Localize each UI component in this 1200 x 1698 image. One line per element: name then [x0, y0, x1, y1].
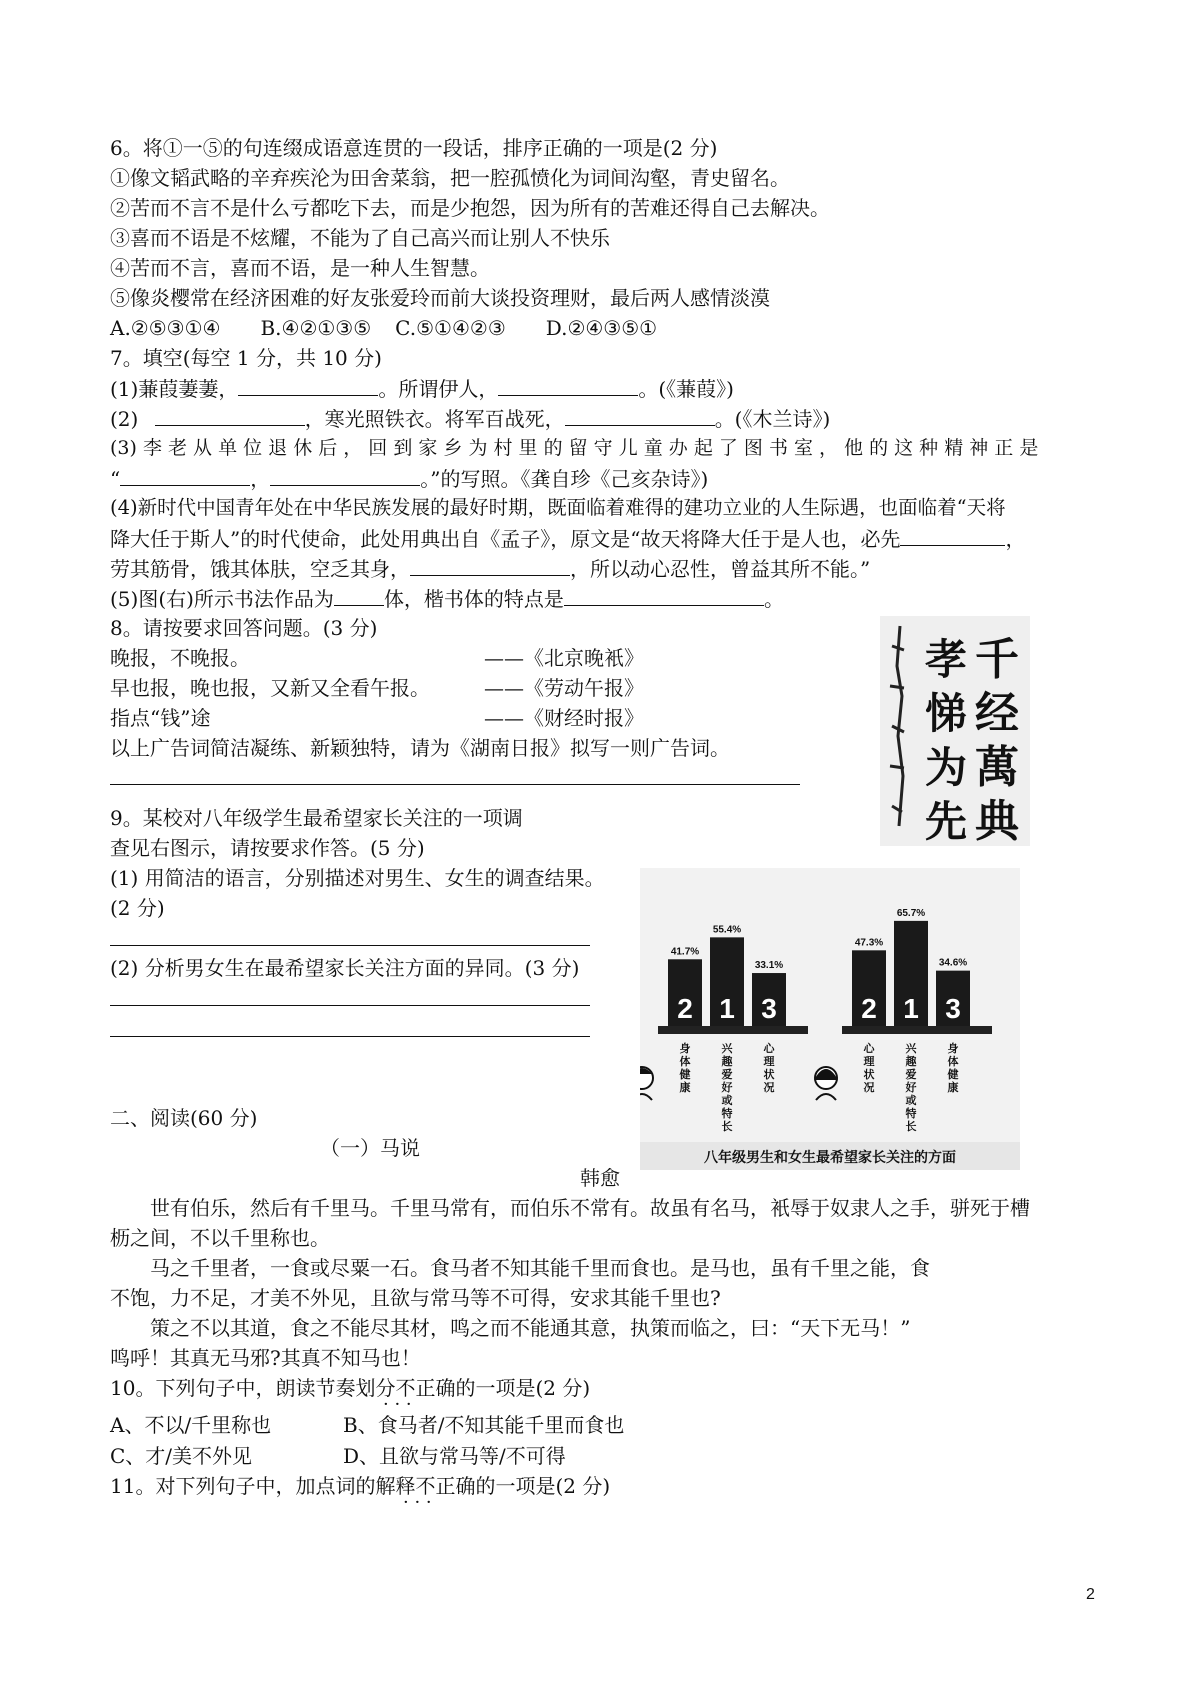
q6-sentence-4: ④苦而不言，喜而不语，是一种人生智慧。 — [110, 256, 490, 280]
chart-category-label: 爱 — [721, 1068, 733, 1081]
chart-category-label: 好 — [721, 1081, 733, 1094]
q10-option-a[interactable]: A、不以/千里称也 — [110, 1413, 272, 1437]
chart-category-label: 康 — [947, 1081, 959, 1094]
chart-category-label: 体 — [947, 1055, 959, 1068]
q9-sub-1: (1) 用简洁的语言，分别描述对男生、女生的调查结果。 — [110, 866, 605, 890]
q8-answer-line[interactable] — [110, 784, 800, 785]
q7-line-4c — [110, 553, 870, 584]
calligraphy-char-3: 萬 — [975, 742, 1019, 793]
chart-category-label: 好 — [905, 1081, 917, 1094]
q7-1-text-c: 。(《蒹葭》) — [638, 377, 734, 401]
q8-ad-3-source: ——《财经时报》 — [484, 706, 644, 730]
q9-stem-1: 9。某校对八年级学生最希望家长关注的一项调 — [110, 806, 523, 830]
q10-option-b[interactable]: B、食马者/不知其能千里而食也 — [343, 1413, 625, 1437]
chart-category-label: 况 — [863, 1081, 875, 1094]
reading-p2-line-2: 不饱，力不足，才美不外见，且欲与常马等不可得，安求其能千里也? — [110, 1286, 721, 1310]
chart-category-label: 或 — [905, 1094, 917, 1107]
chart-category-label: 长 — [721, 1120, 733, 1133]
page-number: 2 — [1086, 1586, 1095, 1603]
q9-sub-2: (2) 分析男女生在最希望家长关注方面的异同。(3 分) — [110, 956, 580, 980]
chart-category-label: 兴 — [721, 1042, 733, 1055]
calligraphy-char-5: 孝 — [925, 635, 968, 684]
calligraphy-char-1: 千 — [975, 634, 1019, 685]
q7-line-2 — [110, 403, 830, 434]
q7-3-quote-open: “ — [110, 467, 121, 491]
calligraphy-drawing — [880, 616, 1030, 846]
chart-category-label: 心 — [763, 1042, 775, 1055]
q9-sub-1-score: (2 分) — [110, 896, 165, 920]
chart-category-label: 理 — [763, 1055, 775, 1068]
reading-p2-line-1: 马之千里者，一食或尽粟一石。食马者不知其能千里而食也。是马也，虽有千里之能，食 — [150, 1256, 930, 1280]
chart-category-label: 康 — [679, 1081, 691, 1094]
chart-category-label: 况 — [763, 1081, 775, 1094]
chart-category-label: 趣 — [721, 1055, 733, 1068]
q7-5-text-b: 体，楷书体的特点是 — [383, 587, 564, 611]
q6-options — [110, 313, 657, 343]
chart-data-label: 41.7% — [670, 946, 700, 958]
q7-4-text-b: 降大任于斯人”的时代使命，此处用典出自《孟子》，原文是“故天将降大任于是人也，必先 — [110, 527, 901, 551]
chart-bar-rank: 2 — [677, 993, 693, 1024]
calligraphy-char-8: 先 — [925, 797, 968, 846]
q6-sentence-2: ②苦而不言不是什么亏都吃下去，而是少抱怨，因为所有的苦难还得自己去解决。 — [110, 196, 830, 220]
chart-base-2 — [842, 1026, 992, 1034]
q7-1-text-b: 。所谓伊人， — [378, 377, 499, 401]
q10-stem: 10。下列句子中，朗读节奏划分不正确的一项是(2 分) — [110, 1376, 591, 1400]
q7-stem: 7。填空(每空 1 分，共 10 分) — [110, 346, 382, 370]
q6-sentence-3: ③喜而不语是不炫耀，不能为了自己高兴而让别人不快乐 — [110, 226, 610, 250]
chart-data-label: 34.6% — [938, 957, 968, 969]
q7-line-3b — [110, 463, 708, 494]
q7-2-text-b: ，寒光照铁衣。将军百战死， — [304, 407, 565, 431]
q7-line-3: (3) 李 老 从 单 位 退 休 后 ， 回 到 家 乡 为 村 里 的 留 守 儿 童 办 起 了 图 书 室 ， 他 的 这 种 精 神 正 是 — [110, 437, 1039, 459]
q9-answer-line-3[interactable] — [110, 1036, 590, 1037]
chart-bar-rank: 1 — [719, 993, 735, 1024]
q7-5-blank-2[interactable] — [564, 583, 764, 606]
chart-data-label: 55.4% — [712, 924, 742, 936]
q7-5-text-a: (5)图(右)所示书法作品为 — [110, 587, 334, 611]
reading-p3-line-2: 鸣呼！其真无马邪?其真不知马也！ — [110, 1346, 421, 1370]
chart-category-label: 特 — [721, 1107, 733, 1120]
q7-4-comma: ， — [1005, 527, 1026, 551]
chart-category-label: 状 — [863, 1068, 875, 1081]
calligraphy-image — [880, 616, 1030, 846]
chart-category-label: 兴 — [905, 1042, 917, 1055]
q7-5-blank-1[interactable] — [334, 583, 384, 606]
q10-option-d[interactable]: D、且欲与常马等/不可得 — [343, 1444, 566, 1468]
q8-ad-1-text: 晚报，不晚报。 — [110, 646, 250, 670]
q7-5-text-c: 。 — [763, 587, 784, 611]
chart-category-label: 健 — [679, 1068, 691, 1081]
reading-p3-line-1: 策之不以其道，食之不能尽其材，鸣之而不能通其意，执策而临之，曰：“天下无马！” — [150, 1316, 911, 1340]
chart-category-label: 健 — [947, 1068, 959, 1081]
q7-3-comma: ， — [250, 467, 271, 491]
chart-category-label: 身 — [947, 1042, 959, 1055]
q6-stem: 6。将①一⑤的句连缀成语意连贯的一段话，排序正确的一项是(2 分) — [110, 136, 718, 160]
q7-1-blank-1[interactable] — [238, 373, 378, 396]
q7-line-4b — [110, 523, 1025, 554]
q9-answer-line-1[interactable] — [110, 945, 590, 946]
chart-category-label: 心 — [863, 1042, 875, 1055]
chart-bar-rank: 2 — [861, 993, 877, 1024]
q7-line-5 — [110, 583, 784, 614]
chart-bar-rank: 1 — [903, 993, 919, 1024]
q6-sentence-5: ⑤像炎樱常在经济困难的好友张爱玲而前大谈投资理财，最后两人感情淡漠 — [110, 286, 770, 310]
q7-line-4: (4)新时代中国青年处在中华民族发展的最好时期，既面临着难得的建功立业的人生际遇，也面临着“天将 — [110, 496, 1006, 519]
q8-ad-1 — [110, 643, 250, 673]
q7-2-text-c: 。(《木兰诗》) — [714, 407, 831, 431]
survey-chart — [640, 868, 1020, 1170]
chart-base-1 — [658, 1026, 808, 1034]
q6-option-b[interactable]: B.④②①③⑤ — [260, 316, 372, 340]
q6-sentence-1: ①像文韬武略的辛弃疾沦为田舍菜翁，把一腔孤愤化为词间沟壑，青史留名。 — [110, 166, 790, 190]
reading-part-title: （一）马说 — [320, 1136, 420, 1160]
q7-3-text-end: 。”的写照。《龚自珍《己亥杂诗》) — [420, 467, 709, 491]
chart-category-label: 趣 — [905, 1055, 917, 1068]
q8-ad-1-source: ——《北京晚衹》 — [484, 646, 644, 670]
reading-section-title: 二、阅读(60 分) — [110, 1106, 258, 1130]
q7-2-text-a: (2) — [110, 407, 145, 431]
q6-option-d[interactable]: D.②④③⑤① — [545, 316, 658, 340]
q8-ad-3-text: 指点“钱”途 — [110, 706, 211, 730]
calligraphy-char-6: 悌 — [925, 689, 968, 738]
q8-ad-3 — [110, 703, 210, 733]
chart-category-label: 或 — [721, 1094, 733, 1107]
chart-bar-rank: 3 — [761, 993, 777, 1024]
q7-4-text-c: 劳其筋骨，饿其体肤，空乏其身， — [110, 557, 410, 581]
q8-task: 以上广告词简洁凝练、新颖独特，请为《湖南日报》拟写一则广告词。 — [110, 736, 730, 760]
q8-ad-2 — [110, 673, 430, 703]
q6-option-c[interactable]: C.⑤①④②③ — [395, 316, 506, 340]
chart-category-label: 爱 — [905, 1068, 917, 1081]
calligraphy-char-2: 经 — [975, 688, 1019, 739]
q7-3-blank-2[interactable] — [270, 463, 420, 486]
chart-category-label: 体 — [679, 1055, 691, 1068]
q7-2-blank-2[interactable] — [565, 403, 715, 426]
q8-ad-2-text: 早也报，晚也报，又新又全看午报。 — [110, 676, 430, 700]
q9-stem-2: 查见右图示，请按要求作答。(5 分) — [110, 836, 425, 860]
chart-data-label: 47.3% — [854, 937, 884, 949]
q7-1-blank-2[interactable] — [498, 373, 638, 396]
q7-1-text-a: (1)蒹葭萋萋， — [110, 377, 239, 401]
q7-3-blank-1[interactable] — [120, 463, 250, 486]
q8-stem: 8。请按要求回答问题。(3 分) — [110, 616, 378, 640]
calligraphy-char-4: 典 — [975, 796, 1019, 846]
survey-chart-svg — [640, 868, 1020, 1170]
chart-category-label: 特 — [905, 1107, 917, 1120]
q7-line-1 — [110, 373, 734, 404]
q7-4-blank-1[interactable] — [900, 523, 1005, 546]
q11-emphasis-dots: · · · — [403, 1492, 432, 1513]
q10-option-c[interactable]: C、才/美不外见 — [110, 1444, 253, 1468]
reading-p1-line-1: 世有伯乐，然后有千里马。千里马常有，而伯乐不常有。故虽有名马，衹辱于奴隶人之手，骈死于槽 — [150, 1196, 1030, 1220]
chart-category-label: 长 — [905, 1120, 917, 1133]
chart-data-label: 65.7% — [896, 907, 926, 919]
reading-p1-line-2: 枥之间，不以千里称也。 — [110, 1226, 330, 1250]
q7-4-blank-2[interactable] — [410, 553, 570, 576]
chart-category-label: 身 — [679, 1042, 691, 1055]
q7-2-blank-1[interactable] — [155, 403, 305, 426]
chart-category-label: 理 — [863, 1055, 875, 1068]
chart-title: 八年级男生和女生最希望家长关注的方面 — [704, 1150, 956, 1166]
chart-bar-rank: 3 — [945, 993, 961, 1024]
q6-option-a[interactable]: A.②⑤③①④ — [110, 316, 221, 340]
q10-emphasis-dots: · · · — [383, 1394, 412, 1415]
q9-answer-line-2[interactable] — [110, 1005, 590, 1006]
chart-category-label: 状 — [763, 1068, 775, 1081]
calligraphy-char-7: 为 — [925, 743, 968, 792]
q11-stem: 11。对下列句子中，加点词的解释不正确的一项是(2 分) — [110, 1474, 611, 1498]
reading-author: 韩愈 — [580, 1166, 620, 1190]
q7-4-text-d: ，所以动心忍性，曾益其所不能。” — [570, 557, 871, 581]
chart-data-label: 33.1% — [754, 960, 784, 972]
q8-ad-2-source: ——《劳动午报》 — [484, 676, 644, 700]
